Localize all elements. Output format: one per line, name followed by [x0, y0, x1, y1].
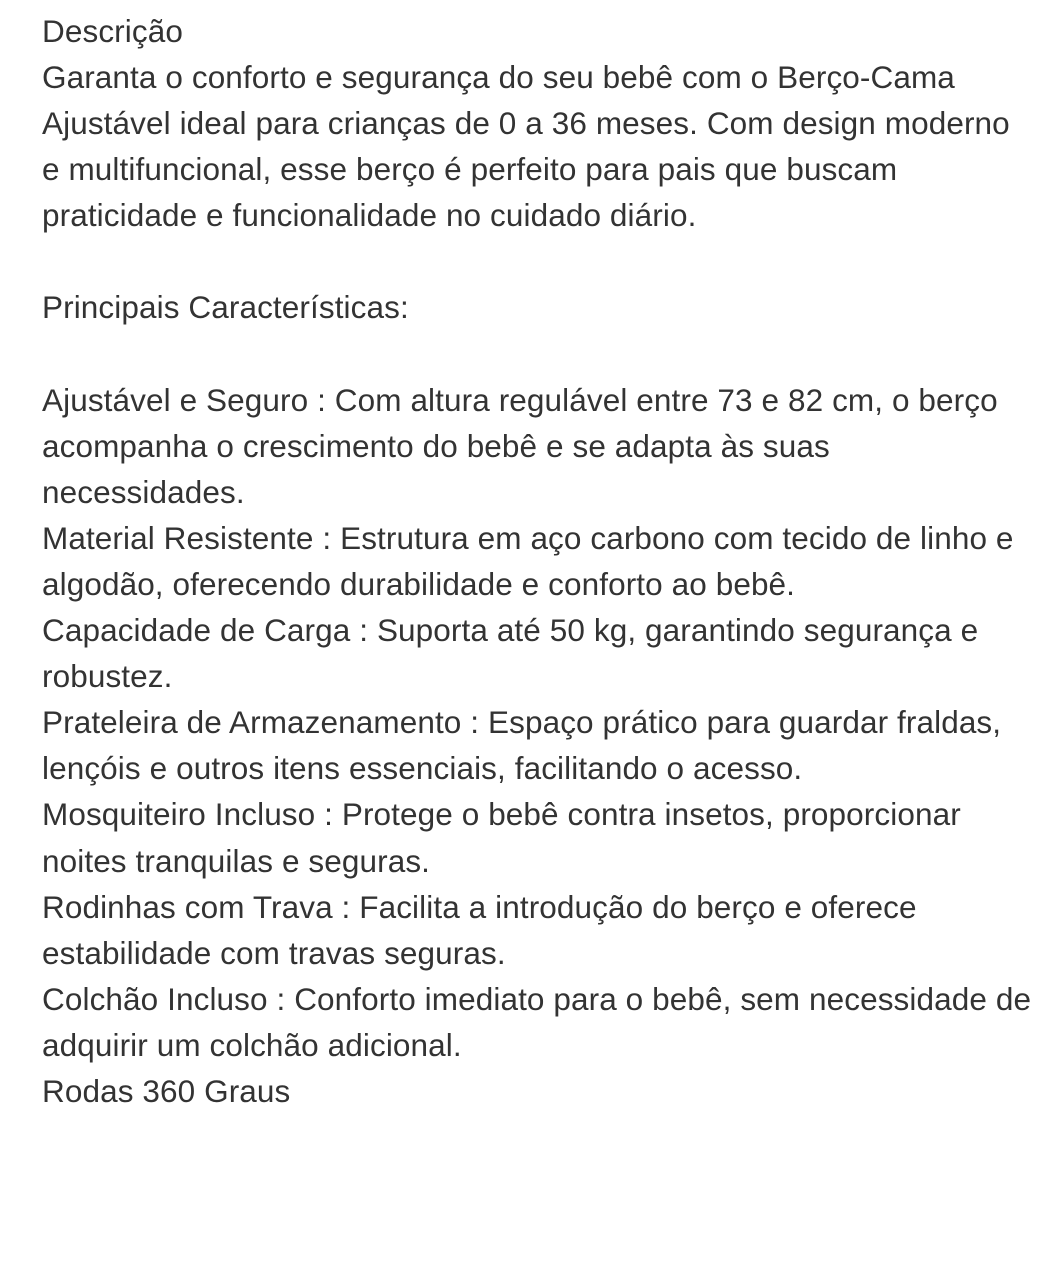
description-text: Garanta o conforto e segurança do seu bebê com o Berço-Cama Ajustável ideal para crianças de 0 a 36 meses. Com design moderno e multifuncional, esse berço é perfeito para pais que buscam praticidade e funcionalidade no cuidado diário. [42, 59, 1010, 234]
feature-text: Com altura regulável entre 73 e 82 cm, o berço acompanha o crescimento do bebê e se adapta às suas necessidades. [42, 381, 998, 510]
feature-separator: : [315, 796, 342, 833]
feature-separator: : [308, 381, 335, 418]
feature-item-material [42, 515, 1032, 607]
feature-title: Material Resistente [42, 519, 314, 556]
feature-title: Rodinhas com Trava [42, 888, 333, 925]
product-description [42, 8, 1032, 1114]
feature-separator: : [461, 704, 488, 741]
spacer [42, 238, 1032, 284]
feature-title: Rodas 360 Graus [42, 1072, 291, 1109]
feature-title: Prateleira de Armazenamento [42, 704, 462, 741]
feature-title: Mosquiteiro Incluso [42, 796, 316, 833]
feature-text: Protege o bebê contra insetos, proporcionar noites tranquilas e seguras. [42, 796, 961, 879]
feature-title: Ajustável e Seguro [42, 381, 309, 418]
description-heading: Descrição [42, 13, 183, 49]
feature-item-locking-wheels [42, 884, 1032, 976]
spacer [42, 331, 1032, 377]
feature-item-mattress [42, 976, 1032, 1068]
features-list [42, 377, 1032, 1115]
feature-item-adjustable [42, 377, 1032, 515]
feature-separator: : [267, 980, 295, 1017]
feature-text: Estrutura em aço carbono com tecido de linho e algodão, oferecendo durabilidade e conforto ao bebê. [42, 519, 1014, 602]
feature-title: Colchão Incluso [42, 980, 268, 1017]
feature-text: Espaço prático para guardar fraldas, lençóis e outros itens essenciais, facilitando o acesso. [42, 704, 1002, 787]
feature-text: Conforto imediato para o bebê, sem necessidade de adquirir um colchão adicional. [42, 980, 1032, 1063]
feature-item-load-capacity [42, 607, 1032, 699]
feature-separator: : [332, 888, 360, 925]
feature-title: Capacidade de Carga [42, 612, 351, 649]
feature-separator: : [350, 612, 377, 649]
features-heading: Principais Características: [42, 289, 409, 326]
feature-item-360-wheels [42, 1068, 1032, 1114]
feature-item-mosquito-net [42, 791, 1032, 883]
feature-separator: : [313, 519, 341, 556]
feature-text: Suporta até 50 kg, garantindo segurança e robustez. [42, 612, 979, 695]
feature-text: Facilita a introdução do berço e oferece estabilidade com travas seguras. [42, 888, 917, 971]
feature-item-storage-shelf [42, 699, 1032, 791]
